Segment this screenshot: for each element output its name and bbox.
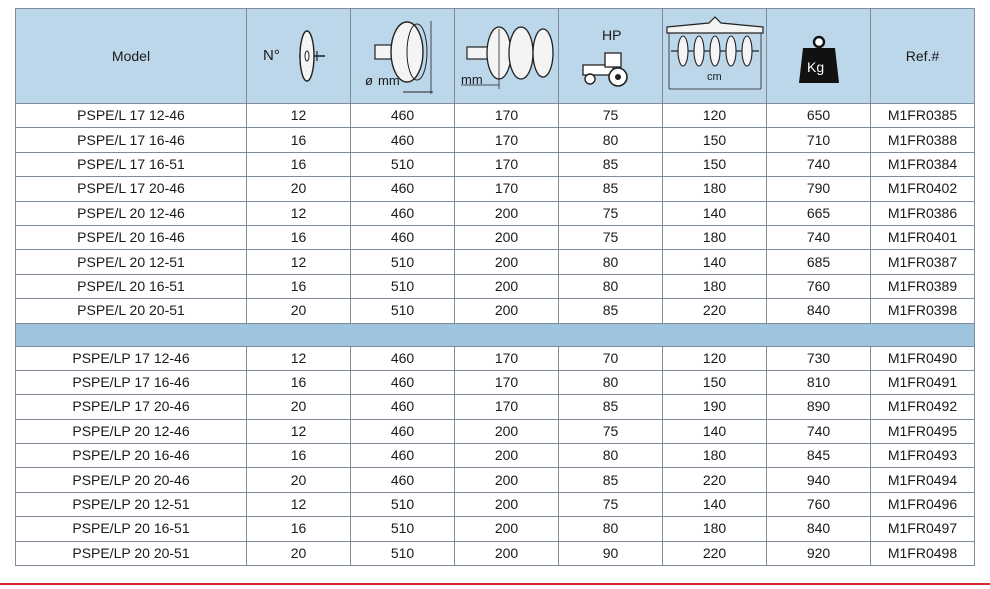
model-cell: PSPE/L 17 20-46 — [16, 177, 247, 201]
weight-cell: 710 — [767, 128, 871, 152]
model-cell: PSPE/LP 20 16-51 — [16, 517, 247, 541]
ref-cell: M1FR0387 — [871, 250, 975, 274]
hp-cell: 70 — [559, 346, 663, 370]
diameter-cell: 510 — [351, 541, 455, 565]
number-cell: 16 — [247, 370, 351, 394]
col-header-ref — [871, 9, 975, 104]
table-row — [16, 395, 975, 419]
model-cell: PSPE/LP 20 20-46 — [16, 468, 247, 492]
weight-cell: 920 — [767, 541, 871, 565]
diameter-cell: 460 — [351, 128, 455, 152]
table-row — [16, 201, 975, 225]
table-row — [16, 128, 975, 152]
ref-cell: M1FR0495 — [871, 419, 975, 443]
ref-cell: M1FR0496 — [871, 492, 975, 516]
hp-cell: 80 — [559, 250, 663, 274]
weight-cell: 810 — [767, 370, 871, 394]
model-cell: PSPE/L 20 20-51 — [16, 299, 247, 323]
table-row — [16, 274, 975, 298]
model-cell: PSPE/LP 17 20-46 — [16, 395, 247, 419]
diameter-cell: 460 — [351, 225, 455, 249]
table-row — [16, 177, 975, 201]
diameter-unit: mm — [378, 73, 400, 88]
row-group-1 — [16, 104, 975, 324]
ref-cell: M1FR0498 — [871, 541, 975, 565]
number-cell: 12 — [247, 201, 351, 225]
model-cell: PSPE/LP 20 16-46 — [16, 444, 247, 468]
model-cell: PSPE/L 17 16-46 — [16, 128, 247, 152]
spacing-cell: 170 — [455, 395, 559, 419]
model-cell: PSPE/LP 20 12-51 — [16, 492, 247, 516]
ref-cell: M1FR0491 — [871, 370, 975, 394]
hp-cell: 85 — [559, 152, 663, 176]
col-header-diameter — [351, 9, 455, 104]
spacing-cell: 200 — [455, 274, 559, 298]
table-row — [16, 250, 975, 274]
ref-cell: M1FR0401 — [871, 225, 975, 249]
diameter-cell: 460 — [351, 346, 455, 370]
ref-cell: M1FR0497 — [871, 517, 975, 541]
number-label: N° — [263, 47, 280, 64]
diameter-symbol: ø — [365, 73, 373, 88]
table-row — [16, 104, 975, 128]
hp-cell: 85 — [559, 177, 663, 201]
disc-diameter-icon — [351, 9, 455, 103]
number-cell: 16 — [247, 444, 351, 468]
width-cell: 180 — [663, 225, 767, 249]
table-row — [16, 444, 975, 468]
spacing-cell: 200 — [455, 225, 559, 249]
weight-cell: 840 — [767, 517, 871, 541]
model-cell: PSPE/L 20 16-51 — [16, 274, 247, 298]
width-cell: 220 — [663, 541, 767, 565]
hp-cell: 80 — [559, 444, 663, 468]
ref-cell: M1FR0385 — [871, 104, 975, 128]
number-cell: 12 — [247, 492, 351, 516]
number-cell: 16 — [247, 152, 351, 176]
number-cell: 20 — [247, 177, 351, 201]
tractor-icon — [559, 9, 663, 103]
number-cell: 16 — [247, 517, 351, 541]
ref-cell: M1FR0398 — [871, 299, 975, 323]
width-cell: 190 — [663, 395, 767, 419]
model-cell: PSPE/L 17 16-51 — [16, 152, 247, 176]
weight-cell: 650 — [767, 104, 871, 128]
diameter-cell: 510 — [351, 492, 455, 516]
width-cell: 180 — [663, 444, 767, 468]
diameter-cell: 460 — [351, 104, 455, 128]
table-row — [16, 370, 975, 394]
hp-cell: 75 — [559, 419, 663, 443]
weight-cell: 740 — [767, 419, 871, 443]
col-header-model — [16, 9, 247, 104]
separator-cell — [16, 323, 975, 346]
width-cell: 140 — [663, 250, 767, 274]
width-cell: 220 — [663, 299, 767, 323]
ref-cell: M1FR0384 — [871, 152, 975, 176]
width-cell: 140 — [663, 492, 767, 516]
table-row — [16, 517, 975, 541]
table-row — [16, 468, 975, 492]
spec-table — [15, 8, 975, 566]
width-cell: 120 — [663, 346, 767, 370]
number-cell: 12 — [247, 346, 351, 370]
spacing-cell: 200 — [455, 517, 559, 541]
model-cell: PSPE/LP 20 20-51 — [16, 541, 247, 565]
single-disc-icon — [247, 9, 351, 103]
bottom-red-rule — [0, 583, 990, 585]
width-cell: 150 — [663, 152, 767, 176]
diameter-cell: 460 — [351, 395, 455, 419]
hp-cell: 85 — [559, 299, 663, 323]
hp-cell: 75 — [559, 201, 663, 225]
weight-cell: 760 — [767, 492, 871, 516]
table-row — [16, 541, 975, 565]
weight-cell: 845 — [767, 444, 871, 468]
spacing-cell: 170 — [455, 152, 559, 176]
spacing-cell: 200 — [455, 201, 559, 225]
number-cell: 20 — [247, 395, 351, 419]
col-header-number — [247, 9, 351, 104]
hp-label: HP — [602, 27, 622, 43]
width-cell: 140 — [663, 419, 767, 443]
weight-cell: 740 — [767, 152, 871, 176]
hp-cell: 80 — [559, 370, 663, 394]
diameter-cell: 510 — [351, 299, 455, 323]
weight-unit: Kg — [807, 59, 825, 75]
diameter-cell: 460 — [351, 370, 455, 394]
weight-cell: 740 — [767, 225, 871, 249]
spacing-cell: 170 — [455, 177, 559, 201]
spacing-cell: 170 — [455, 104, 559, 128]
number-cell: 20 — [247, 299, 351, 323]
hp-cell: 80 — [559, 128, 663, 152]
number-cell: 20 — [247, 541, 351, 565]
model-cell: PSPE/L 20 16-46 — [16, 225, 247, 249]
ref-cell: M1FR0402 — [871, 177, 975, 201]
model-label: Model — [111, 48, 151, 64]
diameter-cell: 510 — [351, 152, 455, 176]
diameter-cell: 510 — [351, 274, 455, 298]
hp-cell: 75 — [559, 225, 663, 249]
diameter-cell: 460 — [351, 468, 455, 492]
separator-group — [16, 323, 975, 346]
spacing-cell: 170 — [455, 128, 559, 152]
width-cell: 220 — [663, 468, 767, 492]
spacing-cell: 200 — [455, 541, 559, 565]
weight-cell: 940 — [767, 468, 871, 492]
ref-label: Ref.# — [905, 48, 940, 64]
diameter-cell: 510 — [351, 250, 455, 274]
harrow-width-icon — [663, 9, 767, 103]
weight-cell: 760 — [767, 274, 871, 298]
number-cell: 16 — [247, 128, 351, 152]
table-row — [16, 492, 975, 516]
table-row — [16, 346, 975, 370]
table-row — [16, 225, 975, 249]
hp-cell: 85 — [559, 468, 663, 492]
spacing-cell: 200 — [455, 444, 559, 468]
number-cell: 12 — [247, 250, 351, 274]
width-unit: cm — [707, 71, 722, 83]
col-header-spacing — [455, 9, 559, 104]
width-cell: 150 — [663, 370, 767, 394]
ref-cell: M1FR0494 — [871, 468, 975, 492]
width-cell: 120 — [663, 104, 767, 128]
width-cell: 180 — [663, 274, 767, 298]
model-cell: PSPE/LP 17 12-46 — [16, 346, 247, 370]
hp-cell: 75 — [559, 492, 663, 516]
weight-cell: 790 — [767, 177, 871, 201]
number-cell: 20 — [247, 468, 351, 492]
model-cell: PSPE/L 20 12-51 — [16, 250, 247, 274]
weight-cell: 840 — [767, 299, 871, 323]
col-header-width — [663, 9, 767, 104]
weight-cell: 730 — [767, 346, 871, 370]
model-cell: PSPE/LP 20 12-46 — [16, 419, 247, 443]
diameter-cell: 460 — [351, 177, 455, 201]
disc-spacing-icon — [455, 9, 559, 103]
ref-cell: M1FR0388 — [871, 128, 975, 152]
model-cell: PSPE/L 20 12-46 — [16, 201, 247, 225]
spacing-cell: 170 — [455, 346, 559, 370]
ref-cell: M1FR0493 — [871, 444, 975, 468]
table-row — [16, 419, 975, 443]
row-group-2 — [16, 346, 975, 566]
spacing-cell: 200 — [455, 250, 559, 274]
table-row — [16, 299, 975, 323]
ref-cell: M1FR0389 — [871, 274, 975, 298]
number-cell: 16 — [247, 225, 351, 249]
width-cell: 140 — [663, 201, 767, 225]
number-cell: 16 — [247, 274, 351, 298]
spacing-unit: mm — [461, 72, 483, 87]
width-cell: 150 — [663, 128, 767, 152]
diameter-cell: 460 — [351, 419, 455, 443]
weight-cell: 890 — [767, 395, 871, 419]
hp-cell: 75 — [559, 104, 663, 128]
spacing-cell: 200 — [455, 299, 559, 323]
ref-cell: M1FR0492 — [871, 395, 975, 419]
number-cell: 12 — [247, 104, 351, 128]
col-header-weight — [767, 9, 871, 104]
width-cell: 180 — [663, 517, 767, 541]
diameter-cell: 460 — [351, 444, 455, 468]
ref-cell: M1FR0490 — [871, 346, 975, 370]
weight-cell: 685 — [767, 250, 871, 274]
hp-cell: 90 — [559, 541, 663, 565]
model-cell: PSPE/L 17 12-46 — [16, 104, 247, 128]
hp-cell: 80 — [559, 274, 663, 298]
spacing-cell: 200 — [455, 468, 559, 492]
header-row — [16, 9, 975, 104]
hp-cell: 80 — [559, 517, 663, 541]
spacing-cell: 200 — [455, 492, 559, 516]
spacing-cell: 200 — [455, 419, 559, 443]
col-header-hp — [559, 9, 663, 104]
model-cell: PSPE/LP 17 16-46 — [16, 370, 247, 394]
spacing-cell: 170 — [455, 370, 559, 394]
weight-cell: 665 — [767, 201, 871, 225]
ref-cell: M1FR0386 — [871, 201, 975, 225]
table-row — [16, 152, 975, 176]
diameter-cell: 460 — [351, 201, 455, 225]
weight-icon — [767, 9, 871, 103]
hp-cell: 85 — [559, 395, 663, 419]
diameter-cell: 510 — [351, 517, 455, 541]
width-cell: 180 — [663, 177, 767, 201]
number-cell: 12 — [247, 419, 351, 443]
separator-row — [16, 323, 975, 346]
